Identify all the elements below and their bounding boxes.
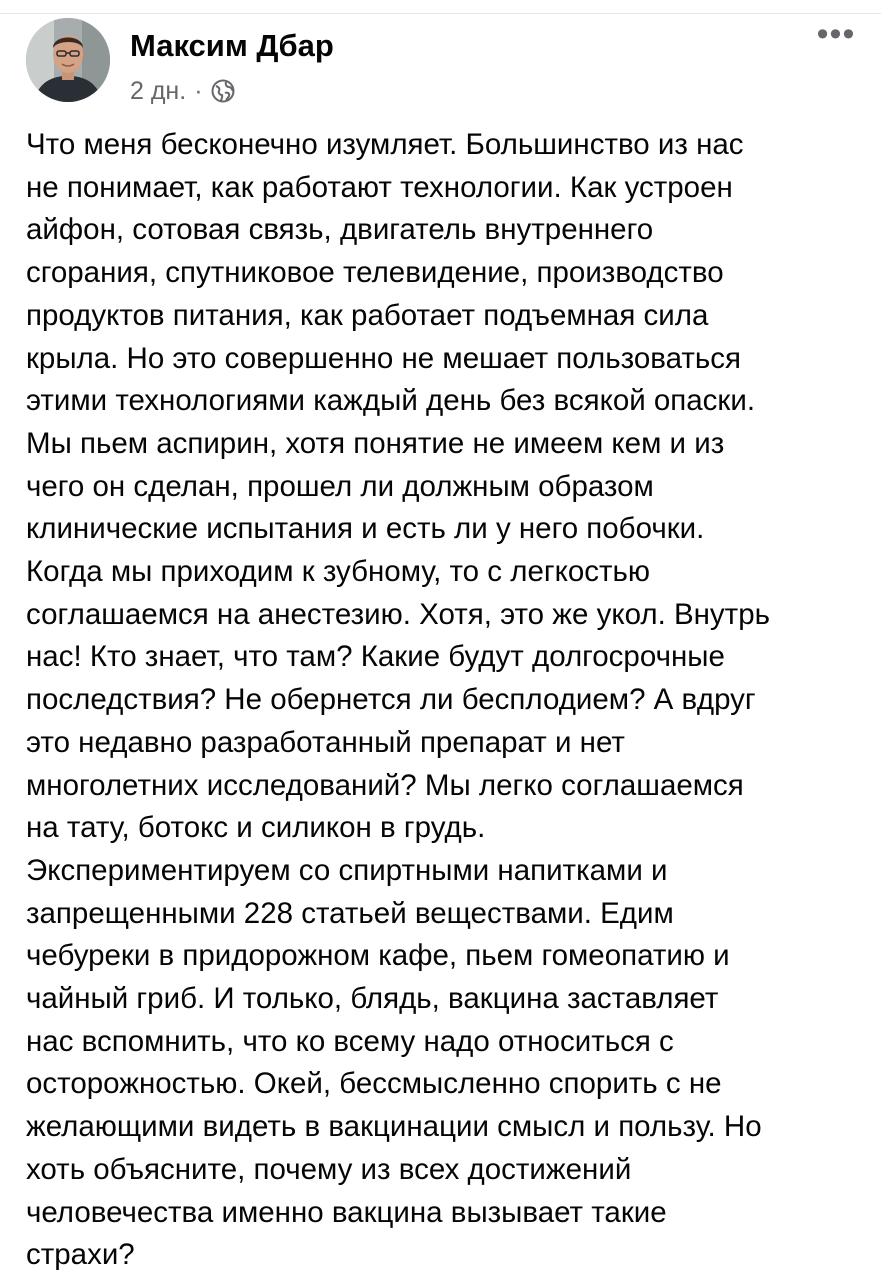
post-text-line: осторожностью. Окей, бессмысленно спорить с не bbox=[26, 1067, 722, 1101]
post-text-line: нас! Кто знает, что там? Какие будут долгосрочные bbox=[26, 640, 725, 674]
post-text-line: Экспериментируем со спиртными напитками и bbox=[26, 853, 668, 887]
person-photo-icon bbox=[26, 18, 110, 102]
post-body bbox=[26, 124, 862, 1277]
post-text-line: последствия? Не обернется ли бесплодием? А вдруг bbox=[26, 683, 756, 717]
post-text-line: Что меня бесконечно изумляет. Большинство из нас bbox=[26, 128, 744, 161]
post-text-line: Мы пьем аспирин, хотя понятие не имеем кем и из bbox=[26, 426, 725, 460]
author-name[interactable]: Максим Дбар bbox=[130, 28, 334, 63]
post-text-line: Когда мы приходим к зубному, то с легкостью bbox=[26, 555, 651, 589]
post-text-line: нас вспомнить, что ко всему надо относиться с bbox=[26, 1024, 674, 1058]
post-text-line: сгорания, спутниковое телевидение, производство bbox=[26, 256, 724, 290]
post-text-line: чебуреки в придорожном кафе, пьем гомеопатию и bbox=[26, 939, 730, 973]
meta-separator: · bbox=[194, 76, 203, 105]
post-text-line: крыла. Но это совершенно не мешает пользоваться bbox=[26, 341, 741, 375]
post-text-line: это недавно разработанный препарат и нет bbox=[26, 725, 625, 759]
globe-icon[interactable] bbox=[211, 79, 235, 103]
post-text-line: этими технологиями каждый день без всякой опаски. bbox=[26, 384, 756, 418]
post-text-line: запрещенными 228 статьей веществами. Едим bbox=[26, 896, 674, 930]
post-text-line: айфон, сотовая связь, двигатель внутреннего bbox=[26, 213, 654, 247]
post-text-line: страхи? bbox=[26, 1238, 135, 1272]
post-text-line: человечества именно вакцина вызывает такие bbox=[26, 1195, 667, 1229]
post-text-line: хоть объясните, почему из всех достижений bbox=[26, 1152, 632, 1186]
post-text-line: клинические испытания и есть ли у него побочки. bbox=[26, 512, 705, 546]
post-text-line: соглашаемся на анестезию. Хотя, это же укол. Внутрь bbox=[26, 597, 770, 631]
post-text-line: желающими видеть в вакцинации смысл и пользу. Но bbox=[26, 1110, 762, 1144]
post-header bbox=[26, 15, 856, 108]
post-text-line: продуктов питания, как работает подъемная сила bbox=[26, 298, 709, 332]
post-timestamp[interactable]: 2 дн. bbox=[130, 76, 187, 105]
post-text-line: многолетних исследований? Мы легко соглашаемся bbox=[26, 768, 744, 802]
post-text-line: не понимает, как работают технологии. Как устроен bbox=[26, 170, 733, 204]
top-divider bbox=[0, 13, 881, 14]
post-text-line: чего он сделан, прошел ли должным образом bbox=[26, 469, 654, 503]
post-meta bbox=[130, 74, 235, 108]
post-text-line: чайный гриб. И только, блядь, вакцина заставляет bbox=[26, 982, 719, 1016]
more-options-icon[interactable]: ••• bbox=[816, 15, 856, 53]
avatar[interactable] bbox=[26, 18, 110, 102]
post-text-line: на тату, ботокс и силикон в грудь. bbox=[26, 811, 486, 845]
